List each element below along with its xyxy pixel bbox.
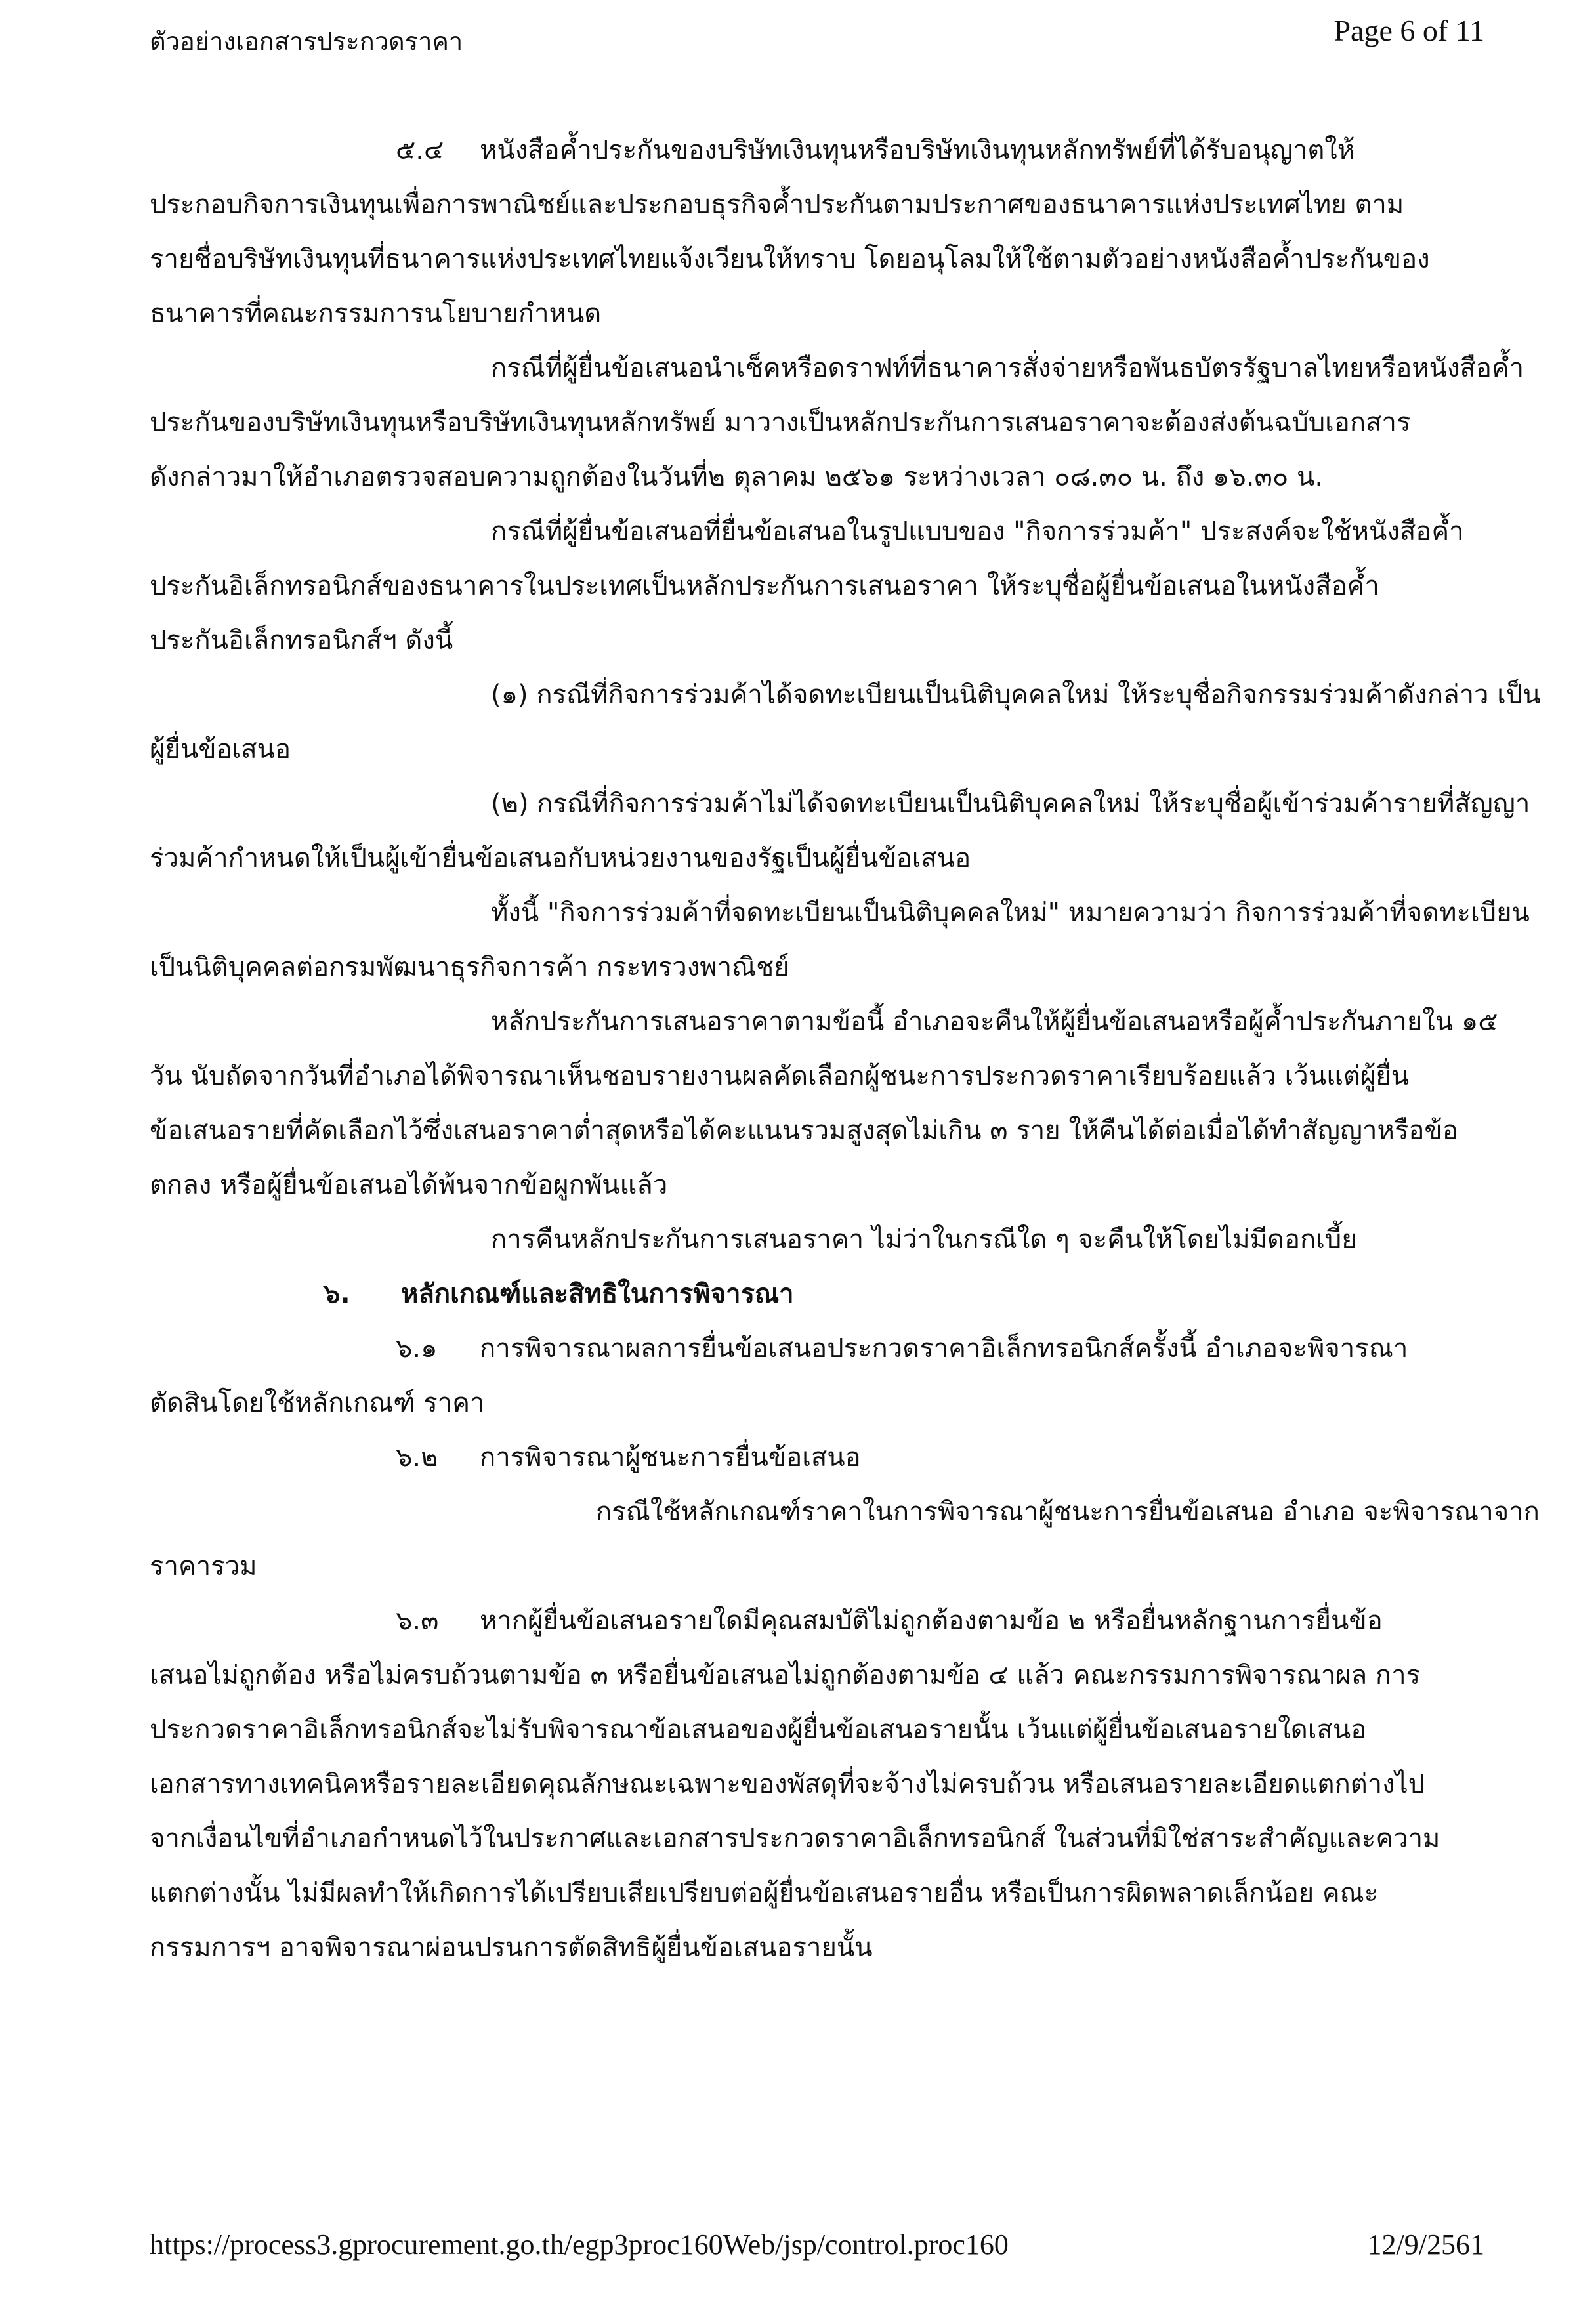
paragraph-line: ธนาคารที่คณะกรรมการนโยบายกำหนด xyxy=(150,299,602,329)
paragraph-line: เสนอไม่ถูกต้อง หรือไม่ครบถ้วนตามข้อ ๓ หรือยื่นข้อเสนอไม่ถูกต้องตามข้อ ๔ แล้ว คณะกรรมการพิจารณาผล การ xyxy=(150,1660,1421,1690)
paragraph-line: กรรมการฯ อาจพิจารณาผ่อนปรนการตัดสิทธิผู้ยื่นข้อเสนอรายนั้น xyxy=(150,1933,873,1963)
paragraph-line: ทั้งนี้ "กิจการร่วมค้าที่จดทะเบียนเป็นนิติบุคคลใหม่" หมายความว่า กิจการร่วมค้าที่จดทะเบียน xyxy=(491,898,1530,928)
paragraph-line: ตกลง หรือผู้ยื่นข้อเสนอได้พ้นจากข้อผูกพันแล้ว xyxy=(150,1170,668,1200)
paragraph-line: จากเงื่อนไขที่อำเภอกำหนดไว้ในประกาศและเอกสารประกวดราคาอิเล็กทรอนิกส์ ในส่วนที่มิใช่สาระสำคัญและความ xyxy=(150,1824,1440,1854)
paragraph-line: ประกันอิเล็กทรอนิกส์ของธนาคารในประเทศเป็นหลักประกันการเสนอราคา ให้ระบุชื่อผู้ยื่นข้อเสนอในหนังสือค้ำ xyxy=(150,571,1379,601)
paragraph-line: วัน นับถัดจากวันที่อำเภอได้พิจารณาเห็นชอบรายงานผลคัดเลือกผู้ชนะการประกวดราคาเรียบร้อยแล้ว เว้นแต่ผู้ยื่น xyxy=(150,1061,1410,1091)
paragraph-line: ตัดสินโดยใช้หลักเกณฑ์ ราคา xyxy=(150,1388,485,1418)
document-title: ตัวอย่างเอกสารประกวดราคา xyxy=(150,27,463,56)
paragraph-text: หนังสือค้ำประกันของบริษัทเงินทุนหรือบริษัทเงินทุนหลักทรัพย์ที่ได้รับอนุญาตให้ xyxy=(480,135,1355,165)
paragraph-line: หลักประกันการเสนอราคาตามข้อนี้ อำเภอจะคืนให้ผู้ยื่นข้อเสนอหรือผู้ค้ำประกันภายใน ๑๕ xyxy=(491,1007,1498,1037)
paragraph-line: ราคารวม xyxy=(150,1551,257,1581)
section-number: ๖.๒ xyxy=(396,1442,438,1473)
paragraph-line: เป็นนิติบุคคลต่อกรมพัฒนาธุรกิจการค้า กระทรวงพาณิชย์ xyxy=(150,952,789,982)
section-6-heading xyxy=(150,1267,1488,1322)
section-6-1-line-1 xyxy=(150,1322,1488,1376)
paragraph-line: ประกันของบริษัทเงินทุนหรือบริษัทเงินทุนหลักทรัพย์ มาวางเป็นหลักประกันการเสนอราคาจะต้องส่งต้นฉบับเอกสาร xyxy=(150,408,1411,438)
paragraph-text: การพิจารณาผลการยื่นข้อเสนอประกวดราคาอิเล็กทรอนิกส์ครั้งนี้ อำเภอจะพิจารณา xyxy=(480,1333,1408,1364)
section-title: หลักเกณฑ์และสิทธิในการพิจารณา xyxy=(401,1279,794,1309)
footer-url: https://process3.gprocurement.go.th/egp3proc160Web/jsp/control.proc160 xyxy=(150,2229,1009,2261)
paragraph-line: เอกสารทางเทคนิคหรือรายละเอียดคุณลักษณะเฉพาะของพัสดุที่จะจ้างไม่ครบถ้วน หรือเสนอรายละเอียดแตกต่างไป xyxy=(150,1769,1425,1799)
paragraph-line: ประกันอิเล็กทรอนิกส์ฯ ดังนี้ xyxy=(150,625,453,656)
paragraph-text: หากผู้ยื่นข้อเสนอรายใดมีคุณสมบัติไม่ถูกต้องตามข้อ ๒ หรือยื่นหลักฐานการยื่นข้อ xyxy=(480,1606,1383,1636)
list-item: (๑) กรณีที่กิจการร่วมค้าได้จดทะเบียนเป็นนิติบุคคลใหม่ ให้ระบุชื่อกิจกรรมร่วมค้าดังกล่าว เป็น xyxy=(491,680,1541,710)
paragraph-line: ร่วมค้ากำหนดให้เป็นผู้เข้ายื่นข้อเสนอกับหน่วยงานของรัฐเป็นผู้ยื่นข้อเสนอ xyxy=(150,843,971,873)
section-number: ๖.๑ xyxy=(396,1333,438,1364)
document-body xyxy=(150,123,1541,1975)
section-number: ๖.๓ xyxy=(396,1606,439,1636)
list-item: (๒) กรณีที่กิจการร่วมค้าไม่ได้จดทะเบียนเป็นนิติบุคคลใหม่ ให้ระบุชื่อผู้เข้าร่วมค้ารายที่สัญญา xyxy=(491,789,1530,819)
section-6-2-line-1 xyxy=(150,1431,1488,1485)
paragraph-text: การพิจารณาผู้ชนะการยื่นข้อเสนอ xyxy=(480,1442,861,1473)
section-number: ๕.๔ xyxy=(396,135,444,165)
paragraph-line: ดังกล่าวมาให้อำเภอตรวจสอบความถูกต้องในวันที่๒ ตุลาคม ๒๕๖๑ ระหว่างเวลา ๐๘.๓๐ น. ถึง ๑๖.๓๐ น. xyxy=(150,462,1324,492)
page-number: Page 6 of 11 xyxy=(1334,14,1484,47)
paragraph-line: ผู้ยื่นข้อเสนอ xyxy=(150,734,291,764)
paragraph-line: แตกต่างนั้น ไม่มีผลทำให้เกิดการได้เปรียบเสียเปรียบต่อผู้ยื่นข้อเสนอรายอื่น หรือเป็นการผิดพลาดเล็กน้อย คณะ xyxy=(150,1878,1379,1908)
footer-date: 12/9/2561 xyxy=(1367,2229,1484,2261)
paragraph-line: ประกอบกิจการเงินทุนเพื่อการพาณิชย์และประกอบธุรกิจค้ำประกันตามประกาศของธนาคารแห่งประเทศไทย ตาม xyxy=(150,190,1404,220)
paragraph-line: ประกวดราคาอิเล็กทรอนิกส์จะไม่รับพิจารณาข้อเสนอของผู้ยื่นข้อเสนอรายนั้น เว้นแต่ผู้ยื่นข้อเสนอรายใดเสนอ xyxy=(150,1715,1367,1745)
paragraph-line: กรณีที่ผู้ยื่นข้อเสนอที่ยื่นข้อเสนอในรูปแบบของ "กิจการร่วมค้า" ประสงค์จะใช้หนังสือค้ำ xyxy=(491,516,1464,547)
paragraph-line: รายชื่อบริษัทเงินทุนที่ธนาคารแห่งประเทศไทยแจ้งเวียนให้ทราบ โดยอนุโลมให้ใช้ตามตัวอย่างหนังสือค้ำประกันของ xyxy=(150,244,1430,274)
paragraph-line: กรณีใช้หลักเกณฑ์ราคาในการพิจารณาผู้ชนะการยื่นข้อเสนอ อำเภอ จะพิจารณาจาก xyxy=(596,1497,1540,1527)
section-number: ๖. xyxy=(324,1279,350,1309)
paragraph-line: ข้อเสนอรายที่คัดเลือกไว้ซึ่งเสนอราคาต่ำสุดหรือได้คะแนนรวมสูงสุดไม่เกิน ๓ ราย ให้คืนได้ต่อเมื่อได้ทำสัญญาหรือข้อ xyxy=(150,1116,1458,1146)
paragraph-line: กรณีที่ผู้ยื่นข้อเสนอนำเช็คหรือดราฟท์ที่ธนาคารสั่งจ่ายหรือพันธบัตรรัฐบาลไทยหรือหนังสือค้ำ xyxy=(491,353,1524,383)
paragraph-line: การคืนหลักประกันการเสนอราคา ไม่ว่าในกรณีใด ๆ จะคืนให้โดยไม่มีดอกเบี้ย xyxy=(491,1224,1357,1255)
section-6-3-line-1 xyxy=(150,1594,1488,1648)
section-5-4-line-1 xyxy=(150,123,1488,178)
